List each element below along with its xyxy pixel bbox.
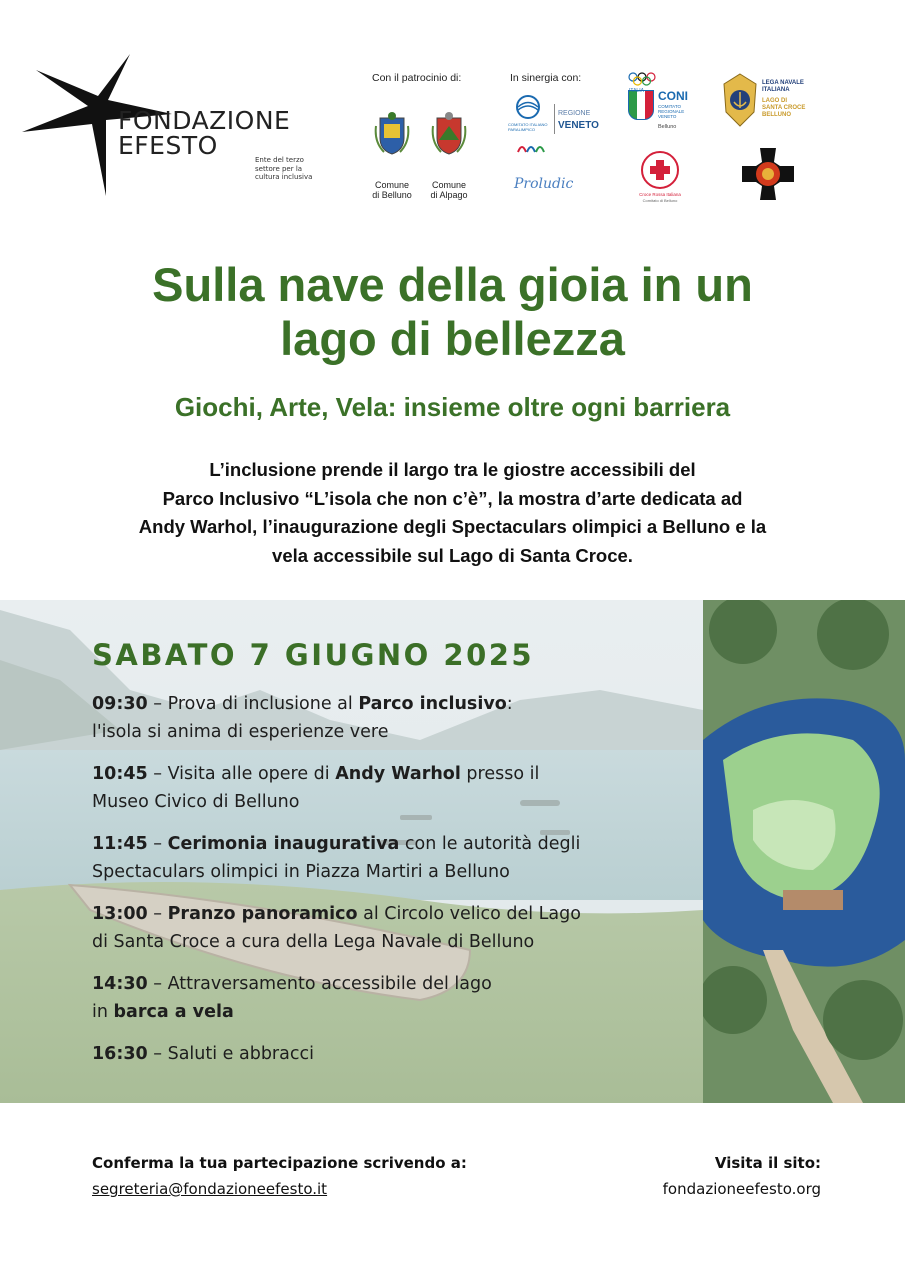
event-title: Sulla nave della gioia in un lago di bellezza (152, 258, 753, 365)
program-item: 16:30 – Saluti e abbracci (92, 1044, 314, 1064)
program-item: 11:45 – Cerimonia inaugurativa con le autorità degli Spectaculars olimpici in Piazza Martiri a Belluno (92, 834, 581, 882)
croce-rossa-logo: Croce Rossa Italiana Comitato di Belluno (632, 150, 688, 206)
alpago-label: Comune di Alpago (430, 180, 468, 200)
belluno-label: Comune di Belluno (372, 180, 412, 200)
program-item: 09:30 – Prova di inclusione al Parco inclusivo: l'isola si anima di esperienze vere (92, 694, 513, 742)
program-item: 13:00 – Pranzo panoramico al Circolo velico del Lago di Santa Croce a cura della Lega Navale di Belluno (92, 904, 581, 952)
event-date: SABATO 7 GIUGNO 2025 (92, 638, 535, 672)
program-item: 10:45 – Visita alle opere di Andy Warhol presso il Museo Civico di Belluno (92, 764, 540, 812)
fondazione-efesto-logo (22, 48, 322, 198)
synergy-label: In sinergia con: (510, 72, 582, 84)
paralympic-globe-icon (514, 94, 542, 120)
agitos-icon (516, 140, 546, 154)
patronage-label: Con il patrocinio di: (372, 72, 462, 84)
visit-label: Visita il sito: (714, 1154, 821, 1172)
olympic-rings-icon (628, 72, 656, 86)
alpago-crest-icon (431, 112, 467, 156)
website-link[interactable]: fondazioneefesto.org (662, 1180, 821, 1198)
proludic-logo: Proludic (514, 176, 574, 192)
coni-logo: ITALIA CONI COMITATO REGIONALE VENETO Belluno (628, 72, 708, 132)
intro-paragraph: L’inclusione prende il largo tra le giostre accessibili del Parco Inclusivo “L’isola che non c’è”, la mostra d’arte dedicata ad Andy Warhol, l’inaugurazione degli Spectaculars olimpici a Belluno e la vela accessibile sul Lago di Santa Croce. (138, 459, 767, 566)
logo-wordmark: FONDAZIONE EFESTO (118, 106, 291, 160)
anchor-crest-icon (722, 72, 758, 128)
program-item: 14:30 – Attraversamento accessibile del lago in barca a vela (92, 974, 492, 1022)
logo-tagline: Ente del terzo settore per la cultura inclusiva (255, 156, 313, 181)
confirm-label: Conferma la tua partecipazione scrivendo a: (92, 1154, 467, 1172)
event-subtitle: Giochi, Arte, Vela: insieme oltre ogni barriera (174, 392, 731, 422)
lega-navale-logo: LEGA NAVALE ITALIANA LAGO DI SANTA CROCE BELLUNO (722, 70, 822, 130)
maltese-cross-badge-icon (740, 146, 796, 202)
red-cross-icon (638, 150, 682, 190)
paralympic-regione-logo: COMITATO ITALIANO PARALIMPICO REGIONE VENETO (508, 94, 603, 158)
park-aerial-image (703, 600, 905, 1103)
email-link[interactable]: segreteria@fondazioneefesto.it (92, 1180, 328, 1198)
belluno-crest-icon (374, 112, 410, 156)
